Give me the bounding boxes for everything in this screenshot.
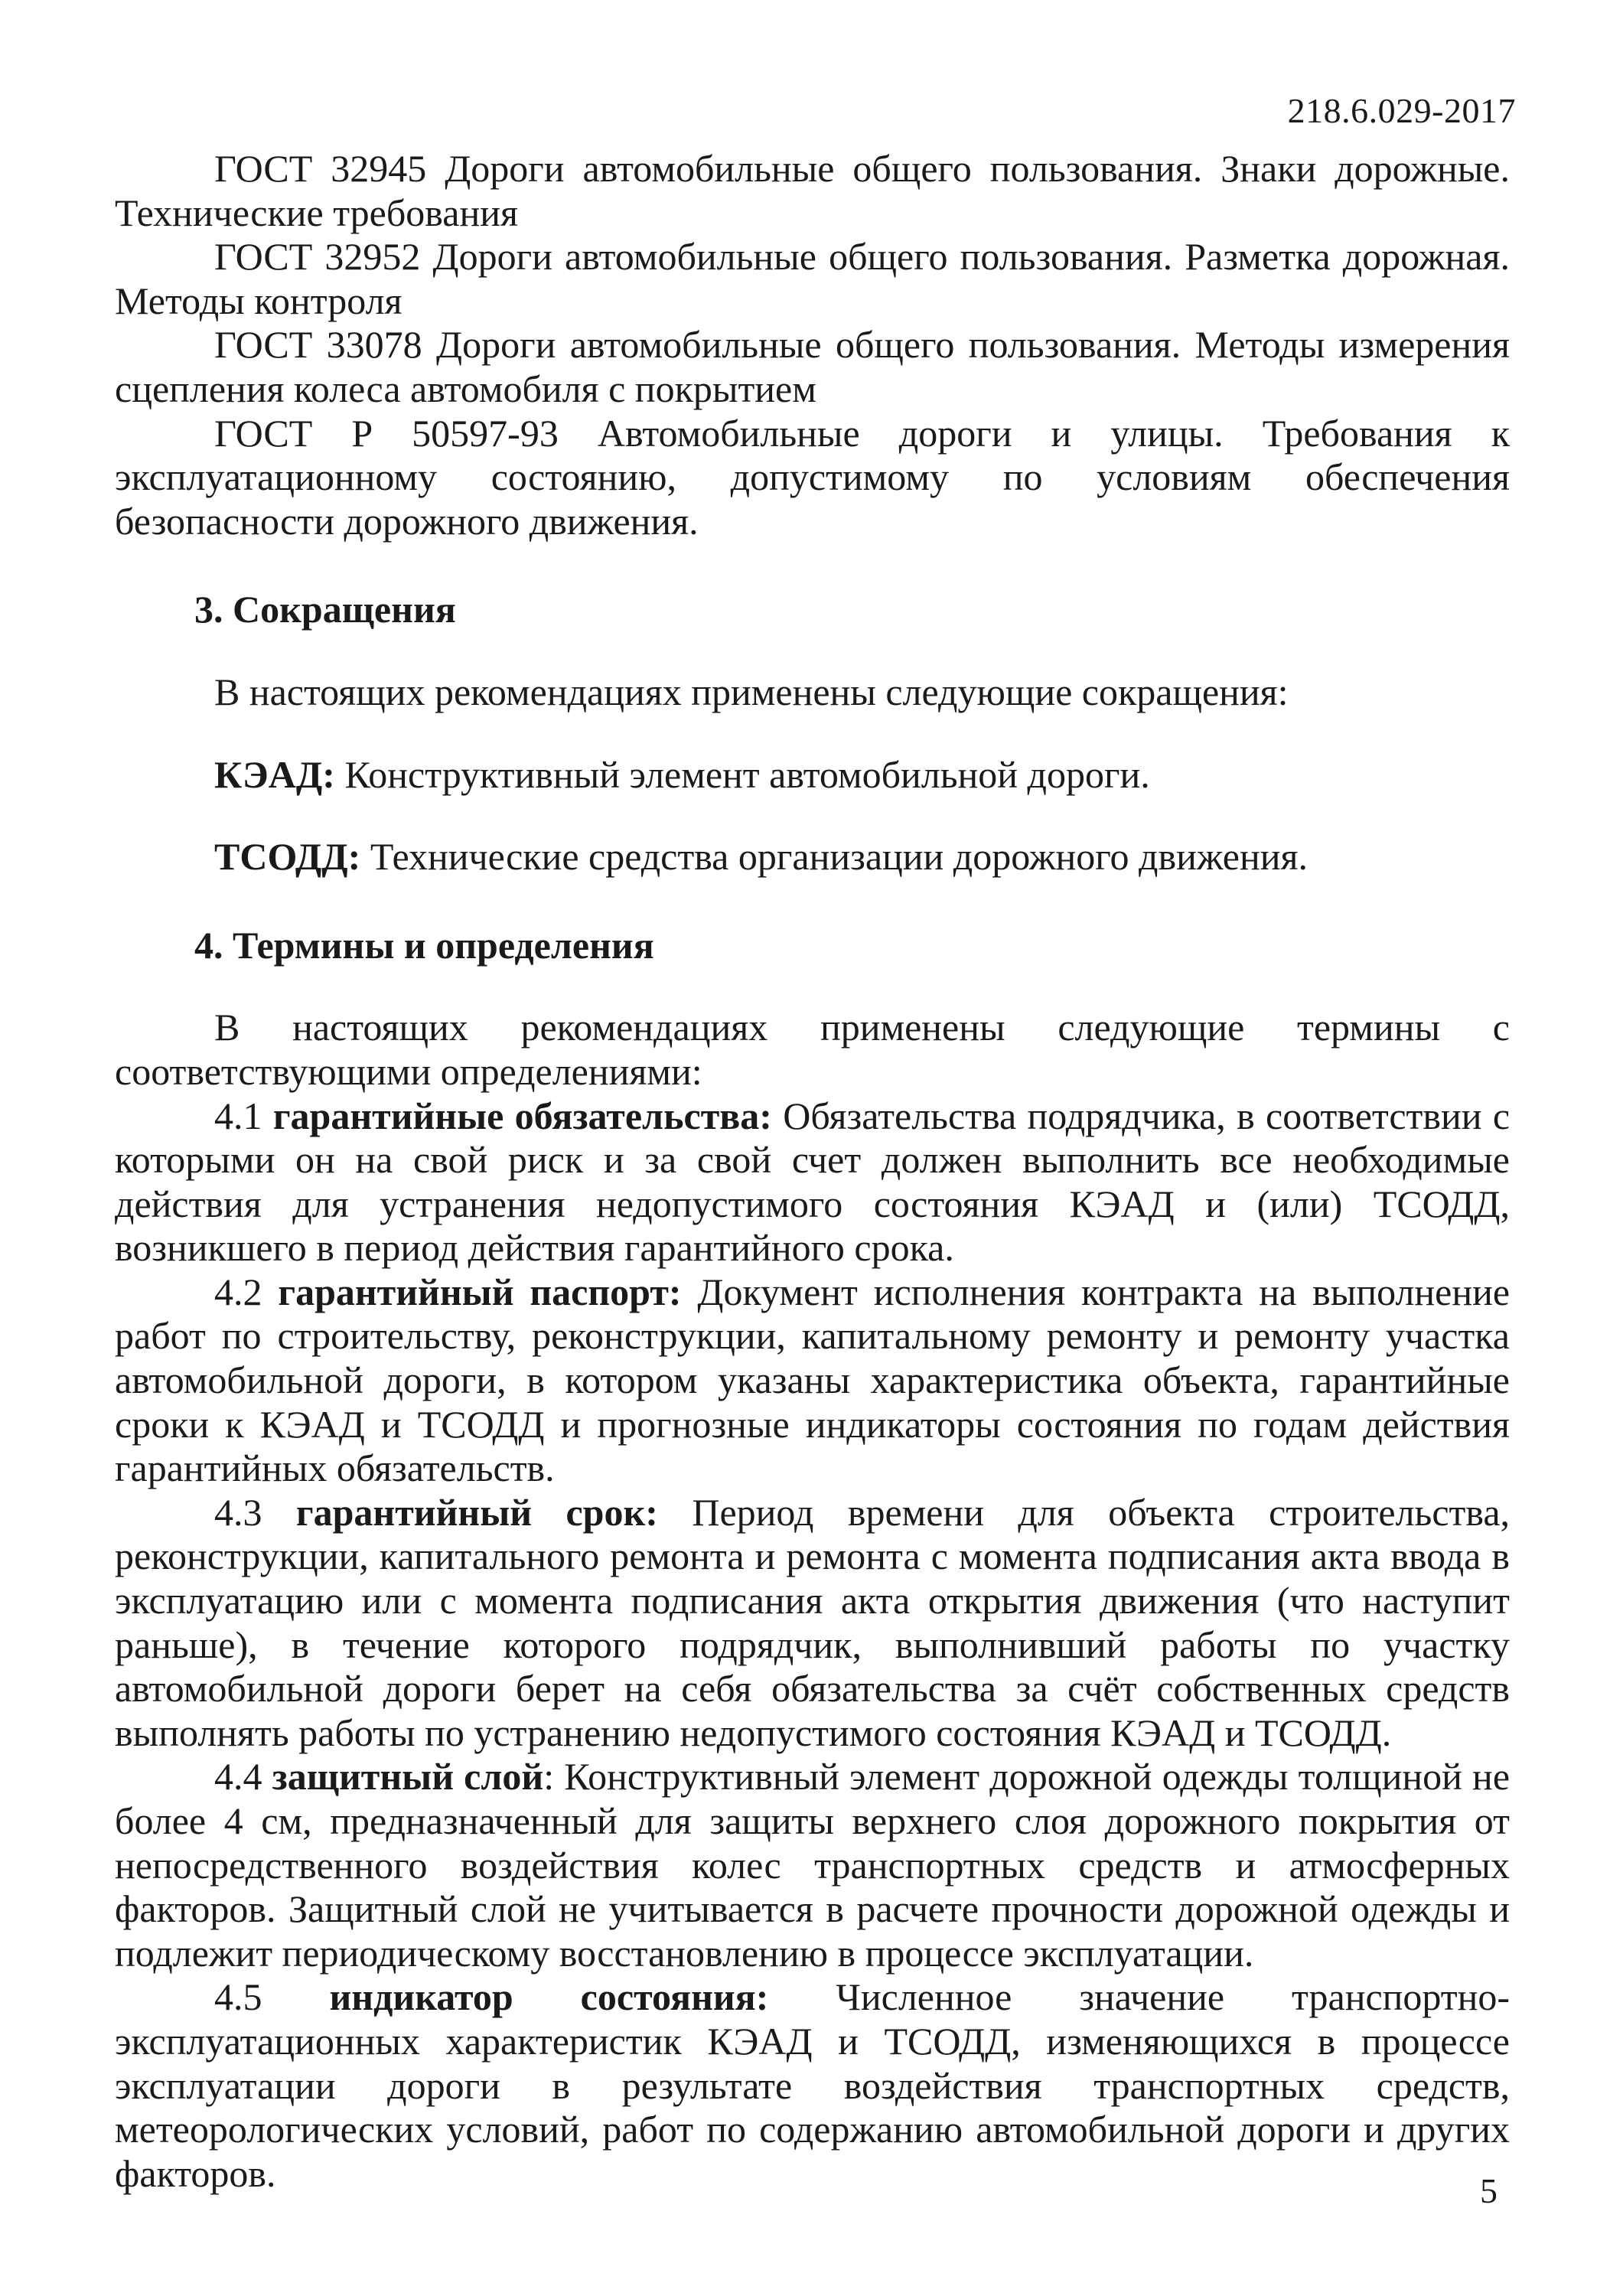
term-name: гарантийный срок: <box>295 1490 658 1534</box>
section-4-title: 4. Термины и определения <box>194 923 654 967</box>
page-number: 5 <box>1480 2171 1498 2210</box>
term-definition: Период времени для объекта строительства, реконструкции, капитального ремонта и ремонта с момента подписания акта ввода в эксплуатацию или с момента подписания акта открытия движения (что наступит раньше), в течение которого подрядчик, выполнивший работы по участку автомобильной дороги берет на себя обязательства за счёт собственных средств выполнять работы по устранению недопустимого состояния КЭАД и ТСОДД. <box>115 1490 1511 1754</box>
terms-intro: В настоящих рекомендациях применены следующие термины с соответствующими определениями: <box>115 1006 1510 1093</box>
abbreviation-term: ТСОДД: <box>214 835 361 879</box>
reference-gost-32952: ГОСТ 32952 Дороги автомобильные общего пользования. Разметка дорожная. Методы контроля <box>115 235 1510 322</box>
term-name: защитный слой <box>272 1755 544 1799</box>
abbreviation-kead <box>214 753 1510 797</box>
document-code: 218.6.029-2017 <box>1287 91 1516 130</box>
reference-gost-r-50597: ГОСТ Р 50597-93 Автомобильные дороги и улицы. Требования к эксплуатационному состоянию, допустимому по условиям обеспечения безопасности дорожного движения. <box>115 411 1510 543</box>
reference-gost-33078: ГОСТ 33078 Дороги автомобильные общего пользования. Методы измерения сцепления колеса автомобиля с покрытием <box>115 323 1510 410</box>
term-4-5 <box>115 1975 1510 2196</box>
reference-gost-32945: ГОСТ 32945 Дороги автомобильные общего пользования. Знаки дорожные. Технические требования <box>115 147 1510 234</box>
term-number: 4.2 <box>214 1270 262 1313</box>
section-3-title: 3. Сокращения <box>194 588 456 631</box>
term-4-1 <box>115 1094 1510 1270</box>
abbreviation-definition: Конструктивный элемент автомобильной дороги. <box>344 752 1150 796</box>
term-definition: : Конструктивный элемент дорожной одежды толщиной не более 4 см, предназначенный для защиты верхнего слоя дорожного покрытия от непосредственного воздействия колес транспортных средств и атмосферных факторов. Защитный слой не учитывается в расчете прочности дорожной одежды и подлежит периодическому восстановлению в процессе эксплуатации. <box>115 1755 1511 1975</box>
term-4-4 <box>115 1755 1510 1975</box>
term-number: 4.3 <box>214 1490 262 1534</box>
abbreviation-term: КЭАД: <box>214 752 335 796</box>
abbreviations-intro: В настоящих рекомендациях применены следующие сокращения: <box>214 670 1289 713</box>
term-4-3 <box>115 1491 1510 1756</box>
term-definition: Численное значение транспортно-эксплуатационных характеристик КЭАД и ТСОДД, изменяющихся в процессе эксплуатации дороги в результате воздействия транспортных средств, метеорологических условий, работ по содержанию автомобильной дороги и других факторов. <box>115 1975 1510 2195</box>
term-number: 4.5 <box>214 1975 262 2019</box>
term-number: 4.1 <box>214 1094 262 1137</box>
term-name: индикатор состояния: <box>329 1975 769 2019</box>
document-body <box>115 147 1510 2196</box>
abbreviation-tsodd <box>214 835 1510 879</box>
term-name: гарантийные обязательства: <box>272 1094 772 1137</box>
term-definition: Документ исполнения контракта на выполнение работ по строительству, реконструкции, капитальному ремонту и ремонту участка автомобильной дороги, в котором указаны характеристика объекта, гарантийные сроки к КЭАД и ТСОДД и прогнозные индикаторы состояния по годам действия гарантийных обязательств. <box>115 1270 1511 1490</box>
term-4-2 <box>115 1270 1510 1491</box>
term-definition: Обязательства подрядчика, в соответствии с которыми он на свой риск и за свой счет должен выполнить все необходимые действия для устранения недопустимого состояния КЭАД и (или) ТСОДД, возникшего в период действия гарантийного срока. <box>115 1094 1511 1270</box>
abbreviation-definition: Технические средства организации дорожного движения. <box>370 835 1308 879</box>
term-number: 4.4 <box>214 1755 262 1799</box>
term-name: гарантийный паспорт: <box>278 1270 682 1313</box>
